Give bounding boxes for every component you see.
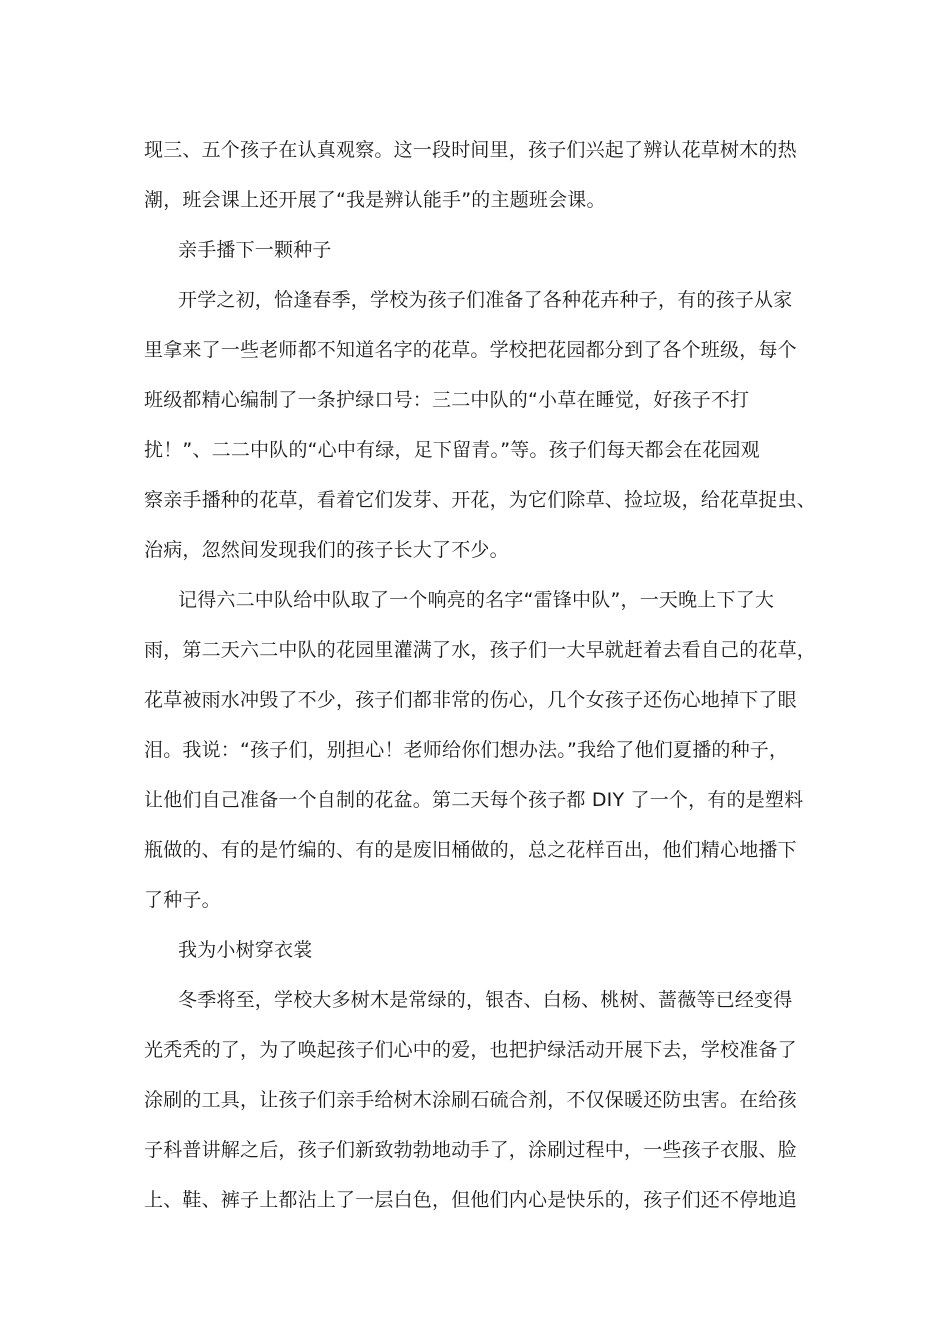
paragraph-line: 察亲手播种的花草，看着它们发芽、开花，为它们除草、捡垃圾，给花草捉虫、 bbox=[144, 489, 817, 511]
paragraph-line: 冬季将至，学校大多树木是常绿的，银杏、白杨、桃树、蔷薇等已经变得 bbox=[178, 989, 793, 1011]
paragraph-line: 让他们自己准备一个自制的花盆。第二天每个孩子都 DIY 了一个，有的是塑料 bbox=[144, 789, 804, 811]
paragraph-line: 光秃秃的了，为了唤起孩子们心中的爱，也把护绿活动开展下去，学校准备了 bbox=[144, 1039, 797, 1061]
paragraph-line: 涂刷的工具，让孩子们亲手给树木涂刷石硫合剂，不仅保暖还防虫害。在给孩 bbox=[144, 1089, 797, 1111]
paragraph-line: 治病，忽然间发现我们的孩子长大了不少。 bbox=[144, 539, 509, 561]
paragraph-line: 潮，班会课上还开展了“我是辨认能手”的主题班会课。 bbox=[144, 189, 606, 211]
paragraph-line: 记得六二中队给中队取了一个响亮的名字“雷锋中队”，一天晚上下了大 bbox=[178, 589, 775, 611]
paragraph-line: 班级都精心编制了一条护绿口号：三二中队的“小草在睡觉，好孩子不打 bbox=[144, 389, 750, 411]
paragraph-line: 雨，第二天六二中队的花园里灌满了水，孩子们一大早就赶着去看自己的花草， bbox=[144, 639, 817, 661]
paragraph-line: 花草被雨水冲毁了不少，孩子们都非常的伤心，几个女孩子还伤心地掉下了眼 bbox=[144, 689, 797, 711]
paragraph-line: 了种子。 bbox=[144, 889, 221, 911]
paragraph-line: 扰！”、二二中队的“心中有绿，足下留青。”等。孩子们每天都会在花园观 bbox=[144, 439, 760, 461]
paragraph-line: 现三、五个孩子在认真观察。这一段时间里，孩子们兴起了辨认花草树木的热 bbox=[144, 139, 797, 161]
paragraph-line: 子科普讲解之后，孩子们新致勃勃地动手了，涂刷过程中，一些孩子衣服、脸 bbox=[144, 1139, 797, 1161]
paragraph-line: 泪。我说：“孩子们，别担心！老师给你们想办法。”我给了他们夏播的种子， bbox=[144, 739, 789, 761]
paragraph-line: 瓶做的、有的是竹编的、有的是废旧桶做的，总之花样百出，他们精心地播下 bbox=[144, 839, 797, 861]
paragraph-line: 开学之初，恰逢春季，学校为孩子们准备了各种花卉种子，有的孩子从家 bbox=[178, 289, 793, 311]
section-heading: 亲手播下一颗种子 bbox=[178, 239, 332, 261]
section-heading: 我为小树穿衣裳 bbox=[178, 939, 313, 961]
paragraph-line: 里拿来了一些老师都不知道名字的花草。学校把花园都分到了各个班级，每个 bbox=[144, 339, 797, 361]
paragraph-line: 上、鞋、裤子上都沾上了一层白色，但他们内心是快乐的，孩子们还不停地追 bbox=[144, 1189, 797, 1211]
